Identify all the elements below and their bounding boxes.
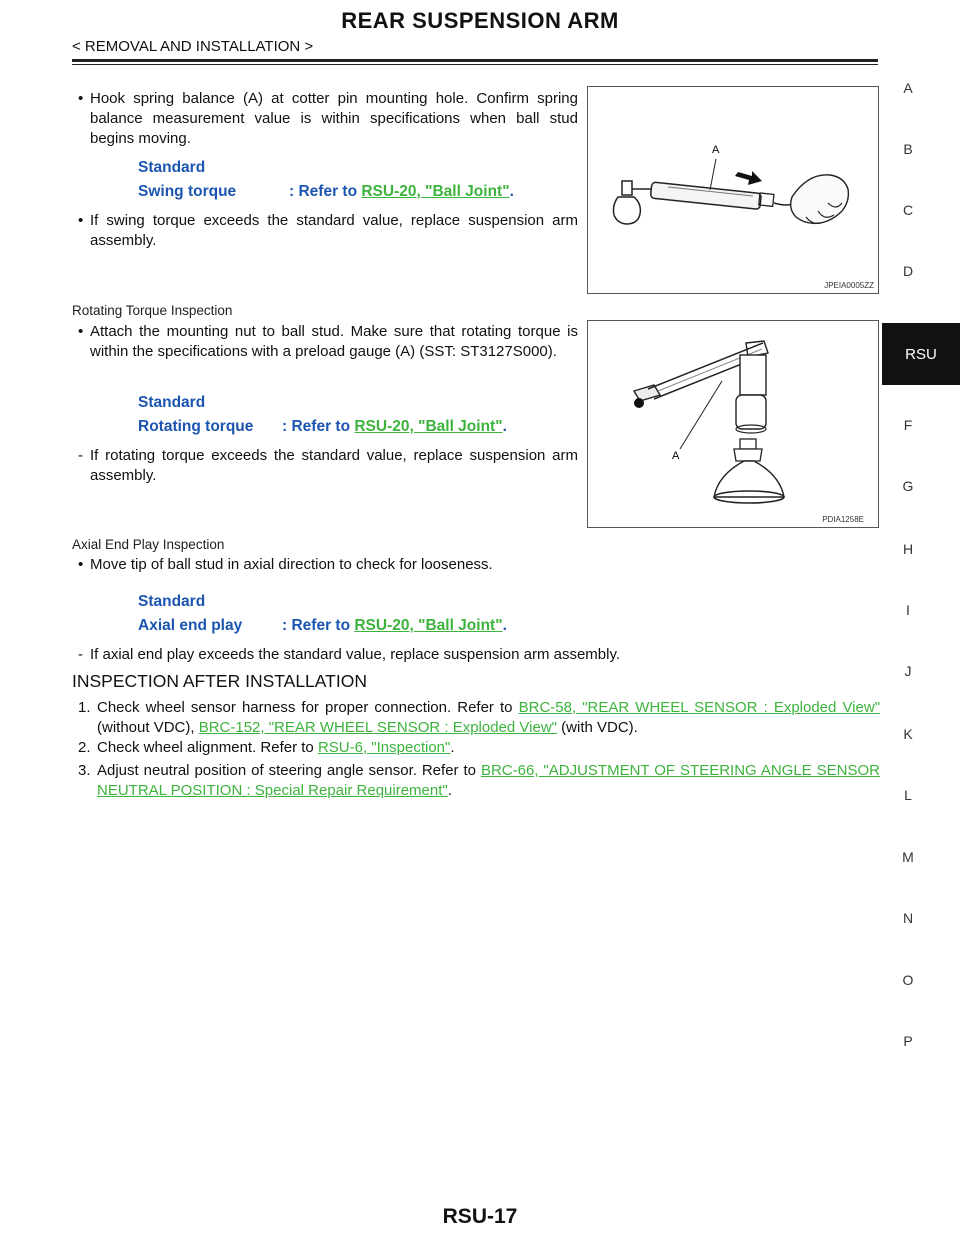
spring-balance-illustration xyxy=(588,87,878,293)
step-number: 1. xyxy=(78,699,91,716)
list-item xyxy=(78,446,578,486)
spec-link[interactable]: RSU-20, "Ball Joint" xyxy=(361,183,510,200)
step-text: Check wheel sensor harness for proper connection. Refer to xyxy=(97,699,513,716)
sidebar-letter-g[interactable]: G xyxy=(902,478,914,494)
spec-end: . xyxy=(502,617,507,634)
bullet-dot: • xyxy=(78,323,84,340)
step-1 xyxy=(78,698,880,738)
figure-preload-gauge xyxy=(587,320,879,528)
preload-gauge-illustration xyxy=(588,321,878,527)
figure-code: PDIA1258E xyxy=(822,515,864,524)
sidebar-letter-a[interactable]: A xyxy=(903,80,913,96)
step-3 xyxy=(78,761,880,801)
sidebar-letter-n[interactable]: N xyxy=(902,910,914,926)
bullet-text: Move tip of ball stud in axial direction to check for looseness. xyxy=(90,556,493,573)
spec-value xyxy=(282,617,507,635)
list-item xyxy=(78,211,578,251)
sidebar-letter-i[interactable]: I xyxy=(906,602,910,618)
step-end: . xyxy=(447,782,452,799)
sidebar-letter-h[interactable]: H xyxy=(902,541,914,557)
dash-mark: - xyxy=(78,646,83,663)
breadcrumb: < REMOVAL AND INSTALLATION > xyxy=(72,38,314,55)
step-text: (with VDC). xyxy=(561,719,638,736)
dash-mark: - xyxy=(78,447,83,464)
sidebar-tab-rsu[interactable]: RSU xyxy=(882,323,960,385)
list-item xyxy=(78,322,578,362)
step-text: (without VDC), xyxy=(97,719,195,736)
bullet-text: If swing torque exceeds the standard value, replace suspension arm assembly. xyxy=(90,212,578,249)
bullet-dot: • xyxy=(78,90,84,107)
bullet-text: Attach the mounting nut to ball stud. Make sure that rotating torque is within the specifications with a preload gauge (A) (SST: ST3127S000). xyxy=(90,323,578,360)
spec-value xyxy=(282,418,507,436)
dash-text: If axial end play exceeds the standard value, replace suspension arm assembly. xyxy=(90,646,621,663)
step-link[interactable]: BRC-66, "ADJUSTMENT OF STEERING ANGLE SENSOR NEUTRAL POSITION : Special Repair Requirement" xyxy=(97,762,880,799)
sidebar-letter-m[interactable]: M xyxy=(902,849,914,865)
step-link[interactable]: RSU-6, "Inspection" xyxy=(317,739,451,756)
figure-label-a: A xyxy=(712,144,720,156)
spec-prefix: : Refer to xyxy=(289,183,358,200)
spec-end: . xyxy=(509,183,514,200)
subsection-heading: Rotating Torque Inspection xyxy=(72,303,233,318)
page-title: REAR SUSPENSION ARM xyxy=(341,8,619,33)
header-rule-thin xyxy=(72,64,878,65)
spec-prefix: : Refer to xyxy=(282,418,351,435)
list-item xyxy=(78,645,878,665)
spec-end: . xyxy=(502,418,507,435)
sidebar-letter-l[interactable]: L xyxy=(904,787,912,803)
step-text: Adjust neutral position of steering angle sensor. Refer to xyxy=(97,762,476,779)
spec-heading: Standard xyxy=(138,593,206,610)
spec-heading: Standard xyxy=(138,159,206,176)
step-link[interactable]: BRC-152, "REAR WHEEL SENSOR : Exploded View" xyxy=(198,719,557,736)
sidebar-letter-j[interactable]: J xyxy=(904,663,912,679)
sidebar-letter-k[interactable]: K xyxy=(903,726,913,742)
sidebar-letter-d[interactable]: D xyxy=(902,263,914,279)
spec-label: Rotating torque xyxy=(138,418,254,435)
step-2 xyxy=(78,738,880,758)
step-text: Check wheel alignment. Refer to xyxy=(97,739,314,756)
step-number: 2. xyxy=(78,739,91,756)
list-item xyxy=(78,89,578,149)
step-end: . xyxy=(450,739,455,756)
spec-prefix: : Refer to xyxy=(282,617,351,634)
sidebar-letter-f[interactable]: F xyxy=(903,417,913,433)
sidebar-letter-b[interactable]: B xyxy=(903,141,913,157)
spec-label: Swing torque xyxy=(138,183,237,200)
section-heading: INSPECTION AFTER INSTALLATION xyxy=(72,671,367,691)
spec-heading: Standard xyxy=(138,394,206,411)
figure-spring-balance xyxy=(587,86,879,294)
subsection-heading: Axial End Play Inspection xyxy=(72,537,225,552)
sidebar-letter-c[interactable]: C xyxy=(902,202,914,218)
header-rule xyxy=(72,59,878,62)
figure-label-a: A xyxy=(672,450,680,462)
step-link[interactable]: BRC-58, "REAR WHEEL SENSOR : Exploded View" xyxy=(518,699,881,716)
dash-text: If rotating torque exceeds the standard value, replace suspension arm assembly. xyxy=(90,447,578,484)
list-item xyxy=(78,555,878,575)
figure-code: JPEIA0005ZZ xyxy=(824,281,874,290)
bullet-dot: • xyxy=(78,556,84,573)
sidebar-letter-p[interactable]: P xyxy=(903,1033,913,1049)
spec-link[interactable]: RSU-20, "Ball Joint" xyxy=(354,617,503,634)
bullet-text: Hook spring balance (A) at cotter pin mounting hole. Confirm spring balance measurement value is within specifications when ball stud begins moving. xyxy=(90,90,578,147)
spec-link[interactable]: RSU-20, "Ball Joint" xyxy=(354,418,503,435)
spec-value xyxy=(289,183,514,201)
bullet-dot: • xyxy=(78,212,84,229)
spec-label: Axial end play xyxy=(138,617,243,634)
page-number: RSU-17 xyxy=(442,1205,518,1228)
sidebar-letter-o[interactable]: O xyxy=(902,972,914,988)
step-number: 3. xyxy=(78,762,91,779)
